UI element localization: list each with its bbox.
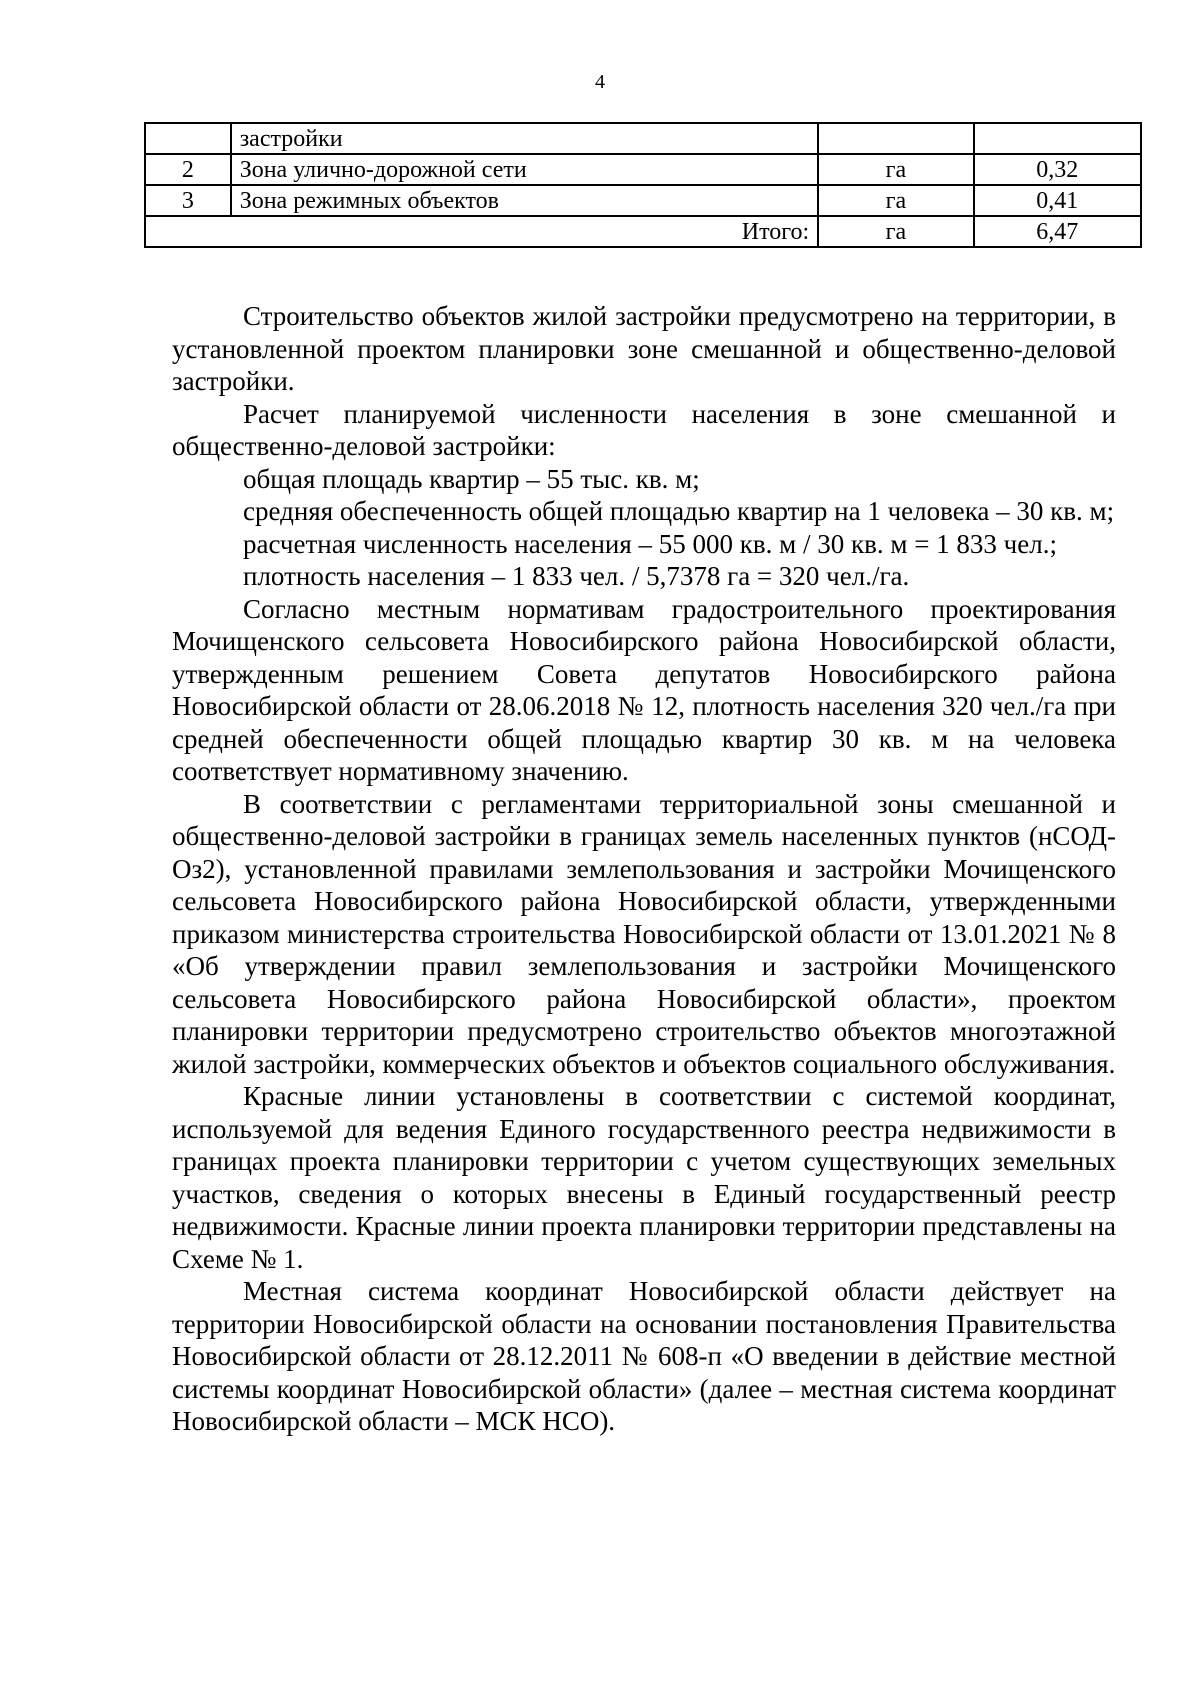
unit: га: [818, 154, 973, 185]
paragraph: Строительство объектов жилой застройки предусмотрено на территории, в установленной проектом планировки зоне смешанной и общественно-деловой застройки.: [172, 301, 1116, 396]
body-text: [172, 300, 1116, 1438]
paragraph: плотность населения – 1 833 чел. / 5,7378 га = 320 чел./га.: [243, 561, 910, 591]
paragraph: Местная система координат Новосибирской области действует на территории Новосибирской области на основании постановления Правительства Новосибирской области от 28.12.2011 № 608-п «О введении в действие местной системы координат Новосибирской области» (далее – местная система координат Новосибирской области – МСК НСО).: [172, 1276, 1116, 1436]
paragraph: средняя обеспеченность общей площадью квартир на 1 человека – 30 кв. м;: [243, 496, 1115, 526]
total-value: 6,47: [974, 216, 1141, 247]
table-row: [145, 123, 1141, 154]
total-unit: га: [818, 216, 973, 247]
unit: га: [818, 185, 973, 216]
zone-name: застройки: [231, 123, 819, 154]
zone-name: Зона режимных объектов: [231, 185, 819, 216]
paragraph: общая площадь квартир – 55 тыс. кв. м;: [243, 463, 700, 494]
table-row: [145, 185, 1141, 216]
zone-name: Зона улично-дорожной сети: [231, 154, 819, 185]
zones-table: [144, 122, 1142, 248]
row-number: 3: [145, 185, 231, 216]
paragraph: расчетная численность населения – 55 000 кв. м / 30 кв. м = 1 833 чел.;: [243, 528, 1057, 559]
table-total-row: [145, 216, 1141, 247]
paragraph: В соответствии с регламентами территориальной зоны смешанной и общественно-деловой застройки в границах земель населенных пунктов (нСОД-Оз2), установленной правилами землепользования и застройки Мочищенского сельсовета Новосибирского района Новосибирской области, утвержденными приказом министерства строительства Новосибирской области от 13.01.2021 № 8 «Об утверждении правил землепользования и застройки Мочищенского сельсовета Новосибирского района Новосибирской области», проектом планировки территории предусмотрено строительство объектов многоэтажной жилой застройки, коммерческих объектов и объектов социального обслуживания.: [172, 788, 1116, 1079]
paragraph: Красные линии установлены в соответствии с системой координат, используемой для ведения Единого государственного реестра недвижимости в границах проекта планировки территории с учетом существующих земельных участков, сведения о которых внесены в Единый государственный реестр недвижимости. Красные линии проекта планировки территории представлены на Схеме № 1.: [172, 1081, 1116, 1274]
area-value: [974, 123, 1141, 154]
area-value: 0,32: [974, 154, 1141, 185]
table-row: [145, 154, 1141, 185]
page-number: 4: [595, 71, 605, 93]
paragraph: Согласно местным нормативам градостроительного проектирования Мочищенского сельсовета Новосибирского района Новосибирской области, утвержденным решением Совета депутатов Новосибирского района Новосибирской области от 28.06.2018 № 12, плотность населения 320 чел./га при средней обеспеченности общей площадью квартир 30 кв. м на человека соответствует нормативному значению.: [172, 593, 1116, 786]
row-number: [145, 123, 231, 154]
area-value: 0,41: [974, 185, 1141, 216]
paragraph: Расчет планируемой численности населения в зоне смешанной и общественно-деловой застройки:: [172, 398, 1116, 461]
unit: [818, 123, 973, 154]
total-label: Итого:: [145, 216, 818, 247]
row-number: 2: [145, 154, 231, 185]
